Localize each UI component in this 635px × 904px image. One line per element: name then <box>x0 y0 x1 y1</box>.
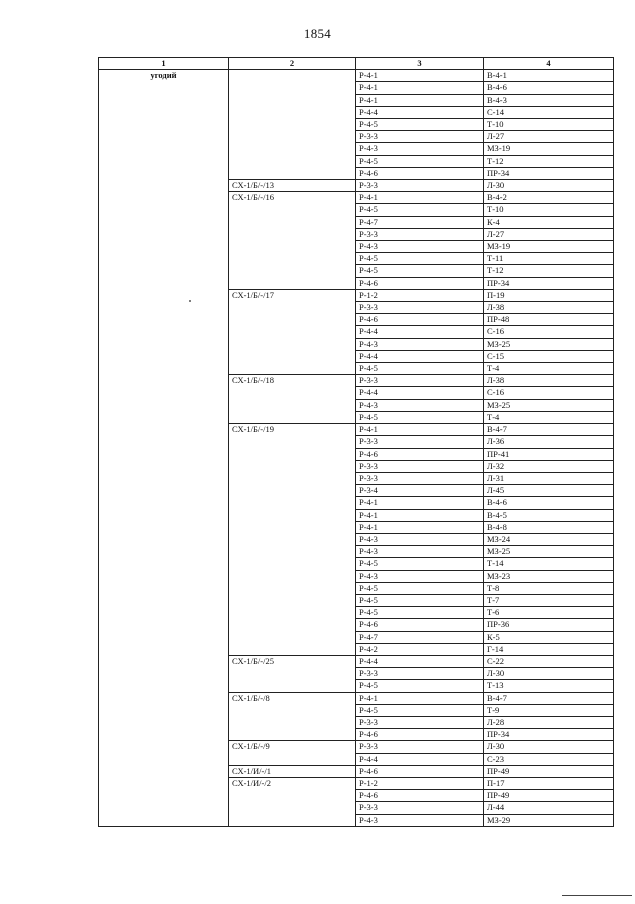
col4-cell: Л-28 <box>484 716 614 728</box>
col4-cell: В-4-6 <box>484 497 614 509</box>
col4-cell: Л-31 <box>484 472 614 484</box>
col3-cell: Р-3-3 <box>356 668 484 680</box>
col3-cell: Р-3-3 <box>356 228 484 240</box>
col4-cell: Л-27 <box>484 131 614 143</box>
group-code-cell: СХ-1/И/-/2 <box>229 777 356 826</box>
col4-cell: В-4-1 <box>484 70 614 82</box>
col4-cell: Г-14 <box>484 643 614 655</box>
col4-cell: ПР-49 <box>484 765 614 777</box>
col3-cell: Р-4-4 <box>356 387 484 399</box>
col4-cell: В-4-5 <box>484 509 614 521</box>
col3-cell: Р-4-6 <box>356 619 484 631</box>
col3-cell: Р-3-3 <box>356 716 484 728</box>
col4-cell: МЗ-19 <box>484 241 614 253</box>
col3-cell: Р-3-3 <box>356 472 484 484</box>
col4-cell: Л-32 <box>484 460 614 472</box>
col3-cell: Р-4-5 <box>356 582 484 594</box>
col3-cell: Р-4-6 <box>356 277 484 289</box>
col3-cell: Р-4-1 <box>356 82 484 94</box>
col3-cell: Р-4-3 <box>356 570 484 582</box>
col3-cell: Р-4-1 <box>356 94 484 106</box>
group-code-cell: СХ-1/Б/-/16 <box>229 192 356 290</box>
col3-cell: Р-4-3 <box>356 399 484 411</box>
col4-cell: Л-36 <box>484 436 614 448</box>
col3-cell: Р-1-2 <box>356 289 484 301</box>
col4-cell: С-14 <box>484 106 614 118</box>
col3-cell: Р-3-3 <box>356 460 484 472</box>
col4-cell: Л-30 <box>484 180 614 192</box>
col4-cell: Л-44 <box>484 802 614 814</box>
col3-cell: Р-4-5 <box>356 204 484 216</box>
col4-cell: Т-11 <box>484 253 614 265</box>
col3-cell: Р-1-2 <box>356 777 484 789</box>
col4-cell: Л-30 <box>484 741 614 753</box>
group-code-cell: СХ-1/Б/-/19 <box>229 424 356 656</box>
header-col-2: 2 <box>229 58 356 70</box>
col4-cell: Т-10 <box>484 119 614 131</box>
col4-cell: В-4-2 <box>484 192 614 204</box>
col3-cell: Р-4-4 <box>356 655 484 667</box>
col3-cell: Р-4-6 <box>356 314 484 326</box>
data-table <box>98 57 614 827</box>
col4-cell: С-16 <box>484 387 614 399</box>
col4-cell: ПР-34 <box>484 729 614 741</box>
group-code-cell: СХ-1/Б/-/17 <box>229 289 356 374</box>
col3-cell: Р-4-1 <box>356 509 484 521</box>
table-row <box>99 70 614 82</box>
col4-cell: Т-10 <box>484 204 614 216</box>
col3-cell: Р-3-3 <box>356 302 484 314</box>
col3-cell: Р-4-6 <box>356 765 484 777</box>
col3-cell: Р-3-3 <box>356 741 484 753</box>
col4-cell: Т-14 <box>484 558 614 570</box>
col4-cell: Т-13 <box>484 680 614 692</box>
col3-cell: Р-4-3 <box>356 338 484 350</box>
scan-dot-mark <box>189 300 191 302</box>
col3-cell: Р-4-6 <box>356 167 484 179</box>
scan-edge-mark <box>562 895 632 896</box>
col3-cell: Р-4-5 <box>356 607 484 619</box>
col3-cell: Р-4-6 <box>356 448 484 460</box>
col4-cell: ПР-49 <box>484 790 614 802</box>
col3-cell: Р-4-1 <box>356 192 484 204</box>
col4-cell: Л-38 <box>484 302 614 314</box>
col4-cell: С-16 <box>484 326 614 338</box>
col4-cell: П-19 <box>484 289 614 301</box>
col3-cell: Р-4-1 <box>356 70 484 82</box>
col3-cell: Р-4-6 <box>356 790 484 802</box>
col4-cell: Л-30 <box>484 668 614 680</box>
col4-cell: Т-4 <box>484 363 614 375</box>
col4-cell: Т-9 <box>484 704 614 716</box>
group-code-cell: СХ-1/И/-/1 <box>229 765 356 777</box>
col4-cell: МЗ-24 <box>484 533 614 545</box>
group-code-cell: СХ-1/Б/-/9 <box>229 741 356 765</box>
col4-cell: ПР-41 <box>484 448 614 460</box>
col3-cell: Р-4-4 <box>356 326 484 338</box>
col4-cell: К-4 <box>484 216 614 228</box>
header-col-1: 1 <box>99 58 229 70</box>
col4-cell: МЗ-29 <box>484 814 614 826</box>
col3-cell: Р-4-1 <box>356 521 484 533</box>
col4-cell: Т-4 <box>484 411 614 423</box>
col4-cell: ПР-34 <box>484 167 614 179</box>
col3-cell: Р-4-5 <box>356 680 484 692</box>
col4-cell: С-23 <box>484 753 614 765</box>
col3-cell: Р-4-3 <box>356 241 484 253</box>
col3-cell: Р-4-3 <box>356 814 484 826</box>
col4-cell: ПР-36 <box>484 619 614 631</box>
col4-cell: Т-7 <box>484 594 614 606</box>
col3-cell: Р-4-1 <box>356 692 484 704</box>
col4-cell: Т-6 <box>484 607 614 619</box>
col3-cell: Р-4-5 <box>356 704 484 716</box>
table-body <box>99 70 614 827</box>
col4-cell: В-4-6 <box>484 82 614 94</box>
col3-cell: Р-4-5 <box>356 558 484 570</box>
col4-cell: С-22 <box>484 655 614 667</box>
col4-cell: МЗ-25 <box>484 399 614 411</box>
col3-cell: Р-4-3 <box>356 143 484 155</box>
col3-cell: Р-3-3 <box>356 180 484 192</box>
col4-cell: МЗ-19 <box>484 143 614 155</box>
category-cell: угодий <box>99 70 229 827</box>
col3-cell: Р-4-5 <box>356 155 484 167</box>
col3-cell: Р-4-5 <box>356 119 484 131</box>
col4-cell: В-4-3 <box>484 94 614 106</box>
col3-cell: Р-4-7 <box>356 631 484 643</box>
group-code-cell: СХ-1/Б/-/8 <box>229 692 356 741</box>
col3-cell: Р-4-4 <box>356 350 484 362</box>
group-code-cell: СХ-1/Б/-/18 <box>229 375 356 424</box>
col3-cell: Р-4-6 <box>356 729 484 741</box>
col4-cell: В-4-7 <box>484 424 614 436</box>
col4-cell: П-17 <box>484 777 614 789</box>
col3-cell: Р-3-4 <box>356 485 484 497</box>
group-code-cell <box>229 70 356 180</box>
col4-cell: К-5 <box>484 631 614 643</box>
col4-cell: МЗ-25 <box>484 546 614 558</box>
col4-cell: Л-45 <box>484 485 614 497</box>
col4-cell: МЗ-25 <box>484 338 614 350</box>
col4-cell: ПР-34 <box>484 277 614 289</box>
col3-cell: Р-4-4 <box>356 753 484 765</box>
col3-cell: Р-4-3 <box>356 546 484 558</box>
page-number: 1854 <box>303 26 332 41</box>
col4-cell: Л-27 <box>484 228 614 240</box>
col4-cell: Т-8 <box>484 582 614 594</box>
col3-cell: Р-4-3 <box>356 533 484 545</box>
col3-cell: Р-4-5 <box>356 253 484 265</box>
col4-cell: В-4-8 <box>484 521 614 533</box>
col3-cell: Р-4-7 <box>356 216 484 228</box>
col3-cell: Р-4-2 <box>356 643 484 655</box>
col4-cell: МЗ-23 <box>484 570 614 582</box>
col4-cell: Т-12 <box>484 155 614 167</box>
header-col-3: 3 <box>356 58 484 70</box>
col3-cell: Р-3-3 <box>356 802 484 814</box>
col4-cell: Т-12 <box>484 265 614 277</box>
header-row <box>99 58 614 70</box>
col3-cell: Р-4-5 <box>356 411 484 423</box>
col3-cell: Р-4-5 <box>356 594 484 606</box>
col4-cell: С-15 <box>484 350 614 362</box>
group-code-cell: СХ-1/Б/-/13 <box>229 180 356 192</box>
col3-cell: Р-4-5 <box>356 363 484 375</box>
col3-cell: Р-4-1 <box>356 497 484 509</box>
col3-cell: Р-3-3 <box>356 375 484 387</box>
col4-cell: В-4-7 <box>484 692 614 704</box>
col3-cell: Р-4-5 <box>356 265 484 277</box>
col3-cell: Р-3-3 <box>356 131 484 143</box>
col4-cell: ПР-48 <box>484 314 614 326</box>
table-header <box>99 58 614 70</box>
col3-cell: Р-4-4 <box>356 106 484 118</box>
group-code-cell: СХ-1/Б/-/25 <box>229 655 356 692</box>
col3-cell: Р-3-3 <box>356 436 484 448</box>
header-col-4: 4 <box>484 58 614 70</box>
col4-cell: Л-38 <box>484 375 614 387</box>
col3-cell: Р-4-1 <box>356 424 484 436</box>
